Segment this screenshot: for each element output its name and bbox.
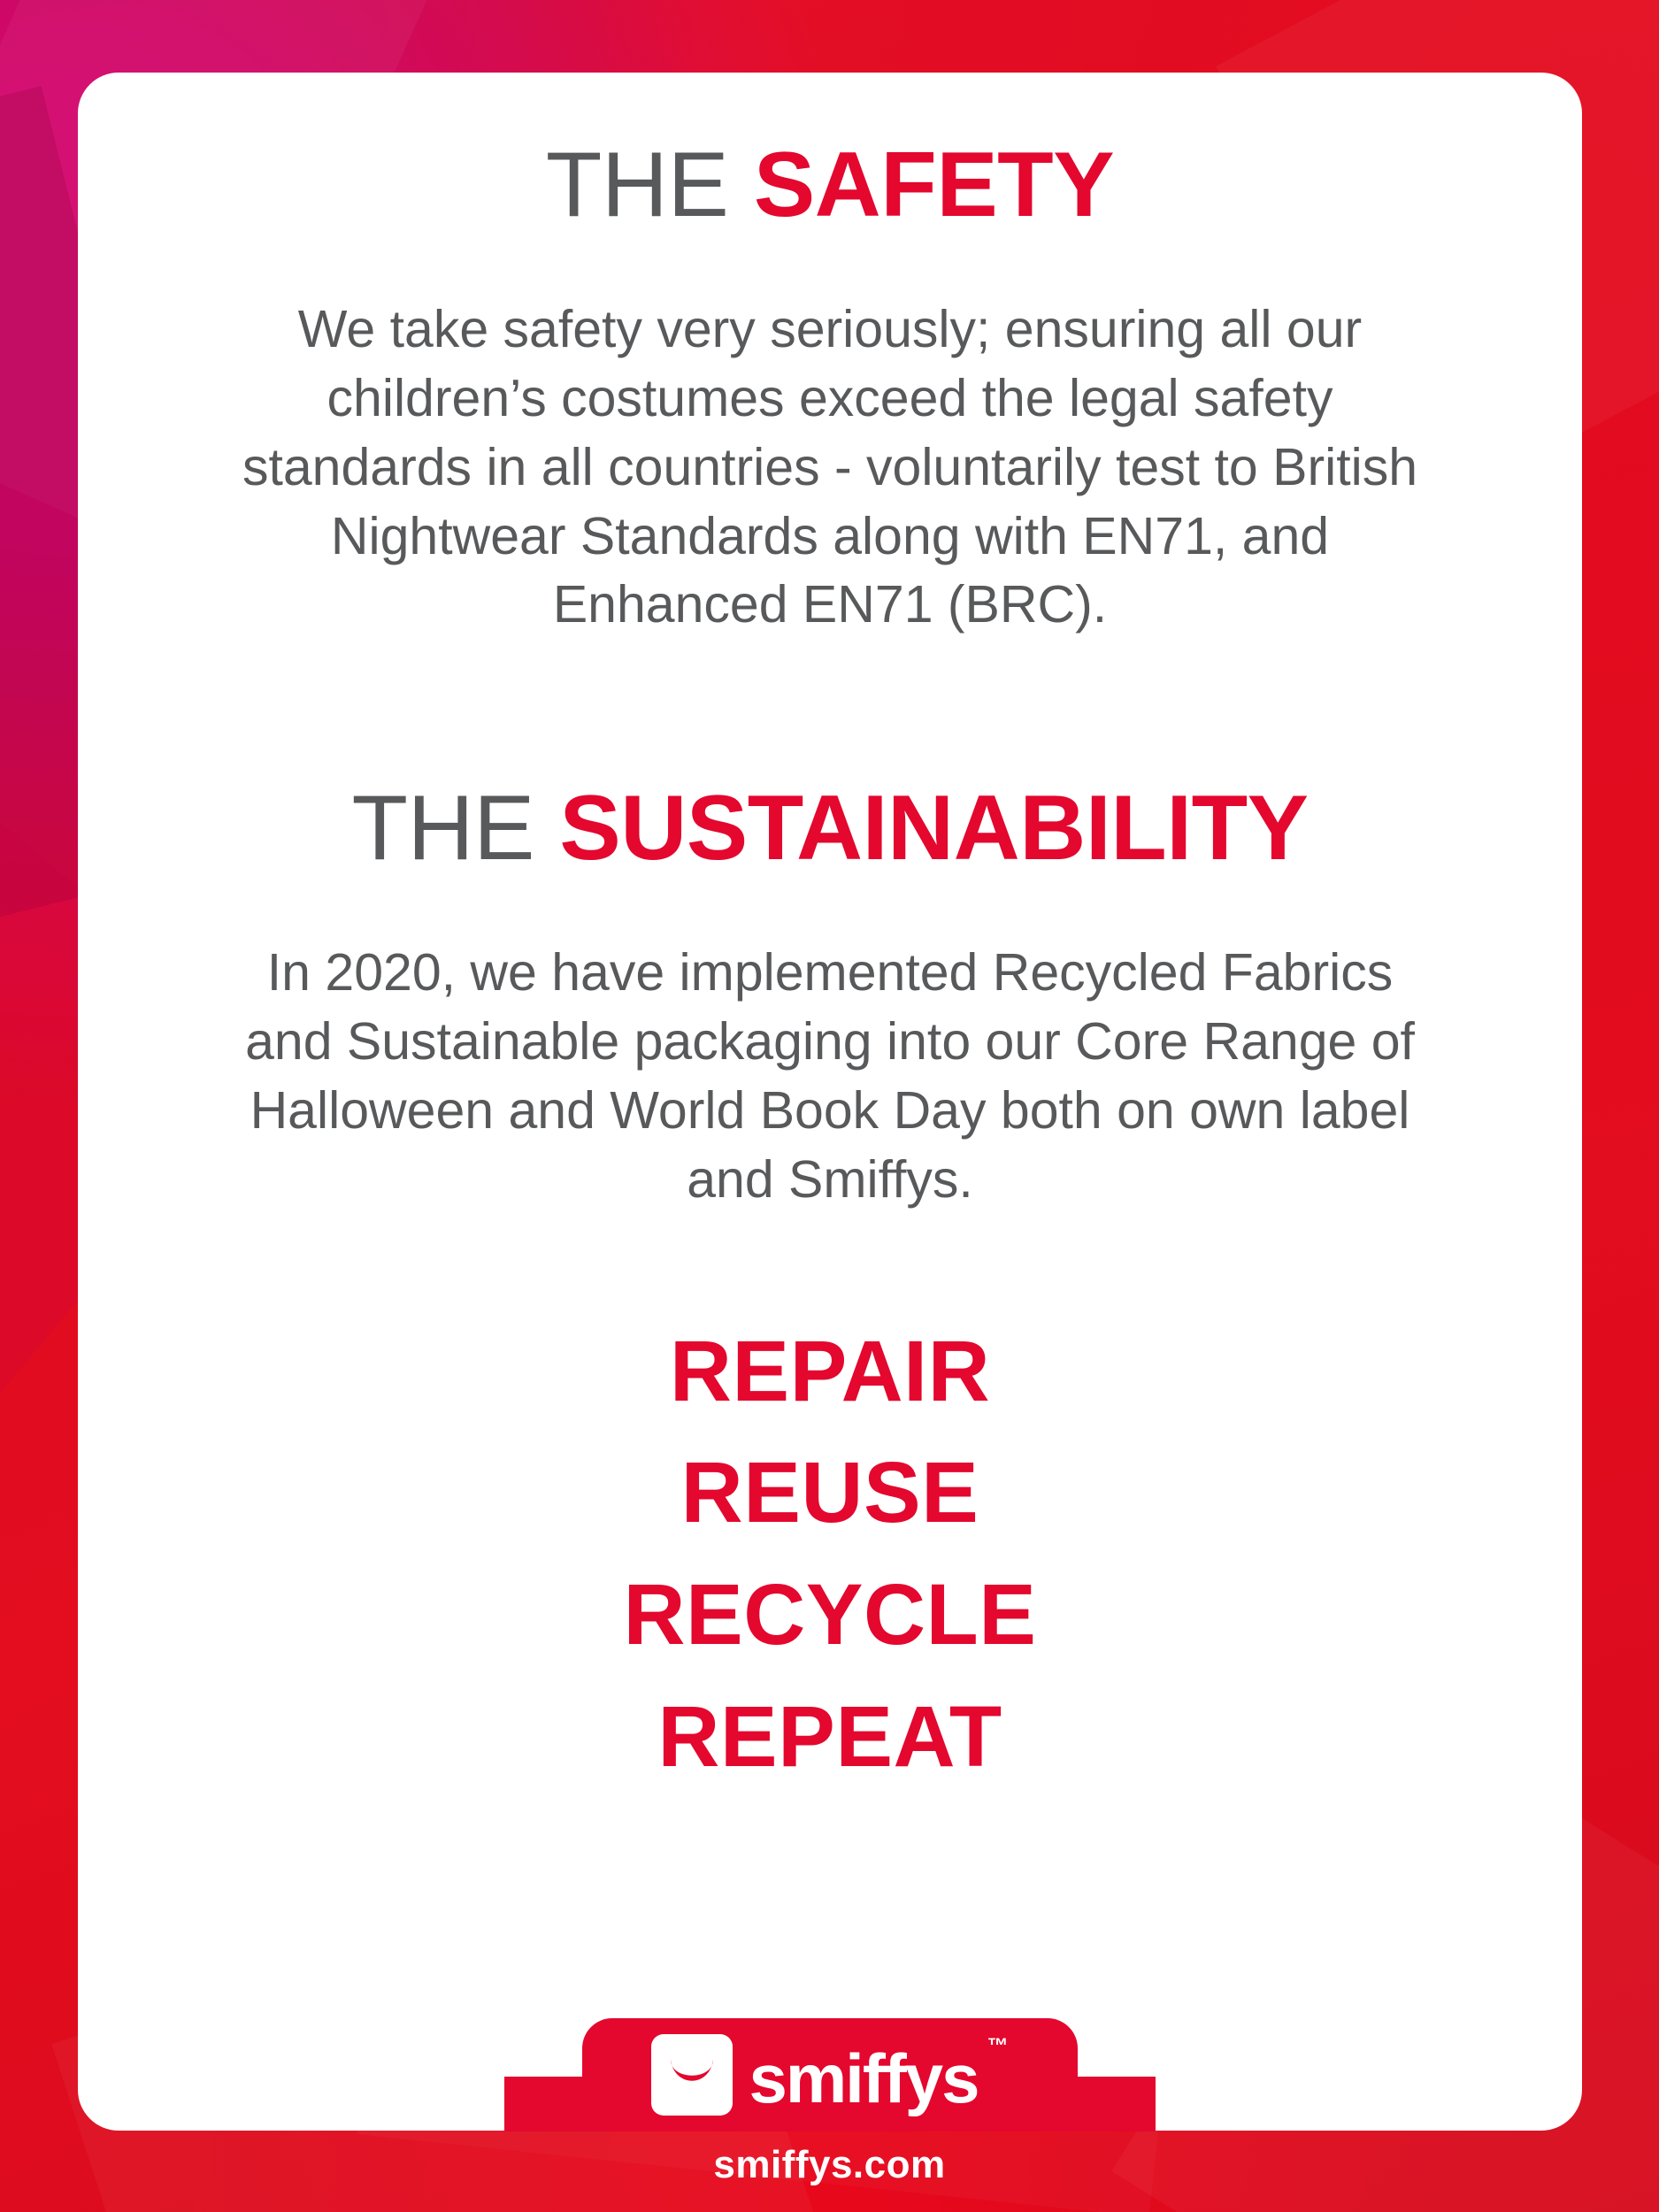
safety-body-text: We take safety very seriously; ensuring all our children’s costumes exceed the legal safety standards in all countries - voluntarily test to British Nightwear Standards along with EN71, and Enhanced EN71 (BRC). <box>242 299 1418 634</box>
brand-name: smiffys <box>749 2039 979 2117</box>
safety-heading <box>184 136 1476 234</box>
sustainability-heading-bold: SUSTAINABILITY <box>559 777 1309 880</box>
slogan-line-repeat: REPEAT <box>657 1687 1002 1785</box>
sustainability-heading-light: THE <box>351 777 560 880</box>
trademark-symbol: ™ <box>987 2034 1009 2058</box>
smile-glyph <box>667 2055 717 2090</box>
smiffys-smile-icon <box>651 2034 733 2116</box>
safety-heading-bold: SAFETY <box>753 134 1115 236</box>
slogan-line-repair: REPAIR <box>669 1322 991 1419</box>
content-card <box>78 73 1582 2131</box>
slogan-block <box>184 1310 1476 1798</box>
section-spacer <box>184 640 1476 780</box>
website-url[interactable]: smiffys.com <box>713 2143 946 2186</box>
safety-heading-light: THE <box>545 134 754 236</box>
sustainability-body-text: In 2020, we have implemented Recycled Fabrics and Sustainable packaging into our Core Range of Halloween and World Book Day both on own label and Smiffys. <box>245 943 1415 1209</box>
sustainability-heading <box>184 777 1476 880</box>
slogan-line-reuse: REUSE <box>680 1444 979 1541</box>
slogan-line-recycle: RECYCLE <box>623 1566 1037 1663</box>
brand-tab <box>582 2018 1078 2131</box>
